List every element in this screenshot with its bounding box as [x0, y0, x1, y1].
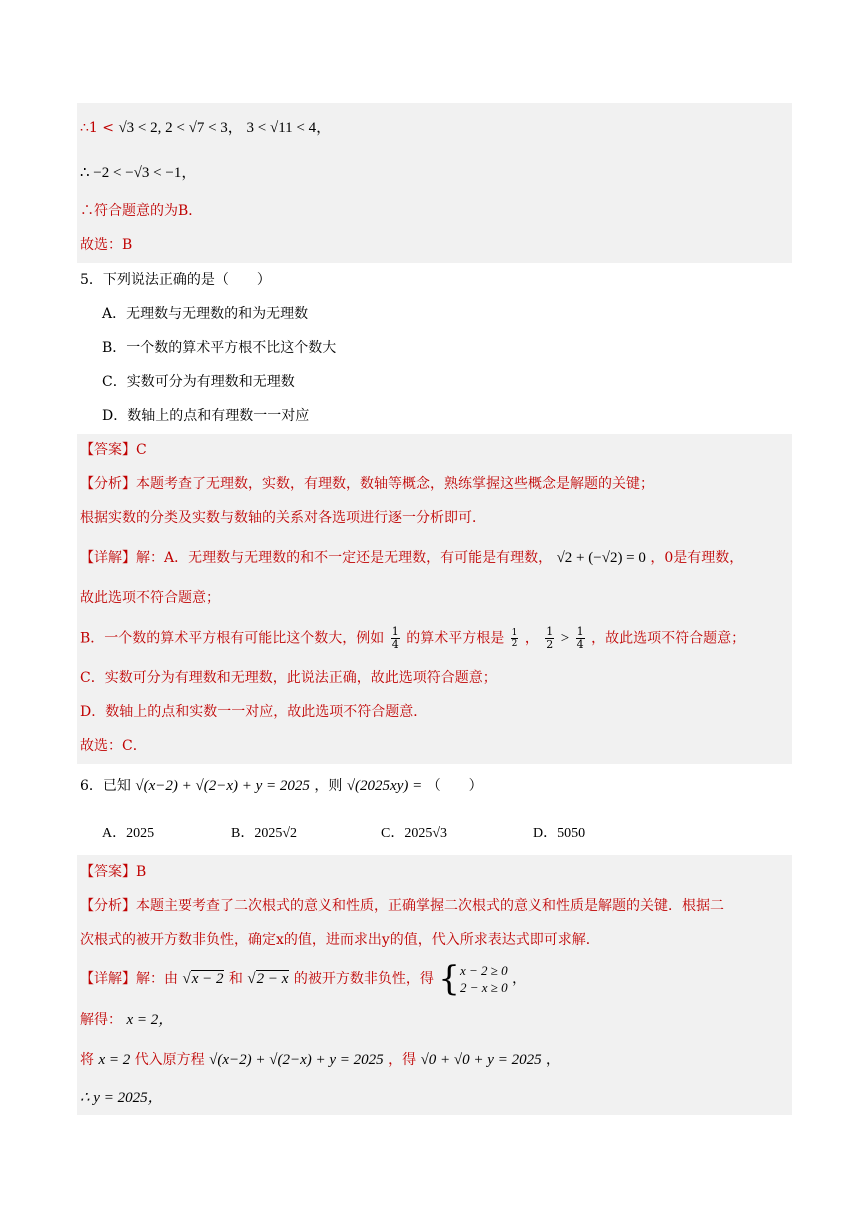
q5-option-a: A．无理数与无理数的和为无理数: [102, 306, 309, 322]
q6-solve: [80, 1010, 173, 1030]
left-brace: {: [438, 959, 460, 999]
q6-equation: √(x−2) + √(2−x) + y = 2025: [135, 778, 310, 794]
system-line-1: x − 2 ≥ 0: [459, 963, 508, 978]
q6-option-c: C．2025√3: [381, 826, 448, 841]
q6-stem-mid: ，则: [314, 778, 343, 794]
q5-detail-c: C．实数可分为有理数和无理数，此说法正确，故此选项符合题意；: [80, 670, 497, 686]
fraction-one-quarter-rhs: $\frac{1}{4}$: [576, 625, 584, 651]
q5-conclusion: 故选：C．: [80, 738, 147, 754]
q6-sub-math3: √0 + √0 + y = 2025: [420, 1052, 542, 1068]
q4-line-2: ∴ −2 < −√3 < −1，: [80, 165, 197, 181]
q6-sub-end: ，: [546, 1052, 561, 1068]
sqrt-x-minus-2: √x − 2: [182, 971, 224, 987]
q6-detail: [80, 959, 527, 999]
q6-stem-suffix: （ ）: [426, 778, 483, 794]
q6-sub-mid: 代入原方程: [134, 1052, 205, 1068]
q6-sub-mid2: ，得: [388, 1052, 417, 1068]
q5-option-d: D．数轴上的点和有理数一一对应: [102, 408, 310, 424]
q6-option-b: B．2025√2: [231, 826, 298, 841]
q6-sub-math2: √(x−2) + √(2−x) + y = 2025: [209, 1052, 384, 1068]
q5-answer: 【答案】C: [80, 442, 147, 458]
q6-option-a: A．2025: [102, 826, 155, 841]
fraction-one-half-lhs: $\frac{1}{2}$: [546, 625, 554, 651]
q5-detail-a: [80, 548, 743, 568]
therefore-prefix: ∴1 <: [80, 120, 114, 136]
q6-stem: [80, 776, 483, 796]
detail-b-mid1: 的算术平方根是: [406, 630, 505, 647]
q4-conclusion: 故选：B: [80, 237, 133, 253]
q5-detail-a-cont: 故此选项不符合题意；: [80, 590, 220, 606]
q5-option-c: C．实数可分为有理数和无理数: [102, 374, 295, 390]
q6-therefore: ∴ y = 2025，: [80, 1090, 163, 1106]
q5-analysis-2: 根据实数的分类及实数与数轴的关系对各选项进行逐一分析即可．: [80, 510, 486, 526]
inequality-chain: √3 < 2, 2 < √7 < 3， 3 < √11 < 4，: [118, 120, 332, 136]
q4-line-3: ∴符合题意的为B．: [80, 203, 203, 219]
q6-analysis-2: 次根式的被开方数非负性，确定x的值，进而求出y的值，代入所求表达式即可求解．: [80, 932, 600, 948]
fraction-one-half: $\frac{1}{2}$: [511, 628, 518, 649]
q5-stem: 5．下列说法正确的是（ ）: [80, 272, 271, 288]
q6-analysis-1: 【分析】本题主要考查了二次根式的意义和性质，正确掌握二次根式的意义和性质是解题的关键．根据二: [80, 898, 724, 914]
inequality-system: [438, 959, 508, 999]
sqrt-2-minus-x: √2 − x: [247, 971, 289, 987]
detail-a-prefix: 【详解】解：A．无理数与无理数的和不一定还是无理数，有可能是有理数，: [80, 550, 553, 566]
detail-b-mid2: ，: [524, 630, 539, 647]
fraction-one-quarter: $\frac{1}{4}$: [391, 625, 399, 651]
q6-detail-prefix: 【详解】解：由: [80, 971, 178, 987]
detail-a-suffix: ，0是有理数，: [650, 550, 744, 566]
q6-substitute: [80, 1050, 560, 1070]
q5-detail-d: D．数轴上的点和实数一一对应，故此选项不符合题意．: [80, 704, 428, 720]
q6-solve-math: x = 2，: [126, 1012, 174, 1028]
q6-stem-prefix: 6．已知: [80, 778, 131, 794]
q5-detail-b: [80, 626, 745, 651]
detail-a-math: √2 + (−√2) = 0: [556, 550, 646, 566]
q6-solve-label: 解得：: [80, 1012, 122, 1028]
q5-option-b: B．一个数的算术平方根不比这个数大: [102, 340, 337, 356]
q6-option-d: D．5050: [533, 826, 586, 841]
detail-b-suffix: ，故此选项不符合题意；: [591, 630, 746, 647]
q6-sub-math1: x = 2: [98, 1052, 131, 1068]
q6-answer: 【答案】B: [80, 864, 147, 880]
q6-target-expression: √(2025xy) =: [346, 778, 423, 794]
q6-detail-mid: 的被开方数非负性，得: [293, 971, 434, 987]
q5-analysis-1: 【分析】本题考查了无理数，实数，有理数，数轴等概念，熟练掌握这些概念是解题的关键；: [80, 476, 654, 492]
q6-detail-and: 和: [228, 971, 243, 987]
q6-sub-prefix: 将: [80, 1052, 94, 1068]
detail-b-prefix: B．一个数的算术平方根有可能比这个数大，例如: [80, 630, 385, 647]
q4-line-1: [80, 118, 331, 138]
greater-than-sign: >: [560, 630, 570, 647]
q6-detail-end: ，: [512, 971, 527, 987]
system-line-2: 2 − x ≥ 0: [459, 980, 508, 995]
